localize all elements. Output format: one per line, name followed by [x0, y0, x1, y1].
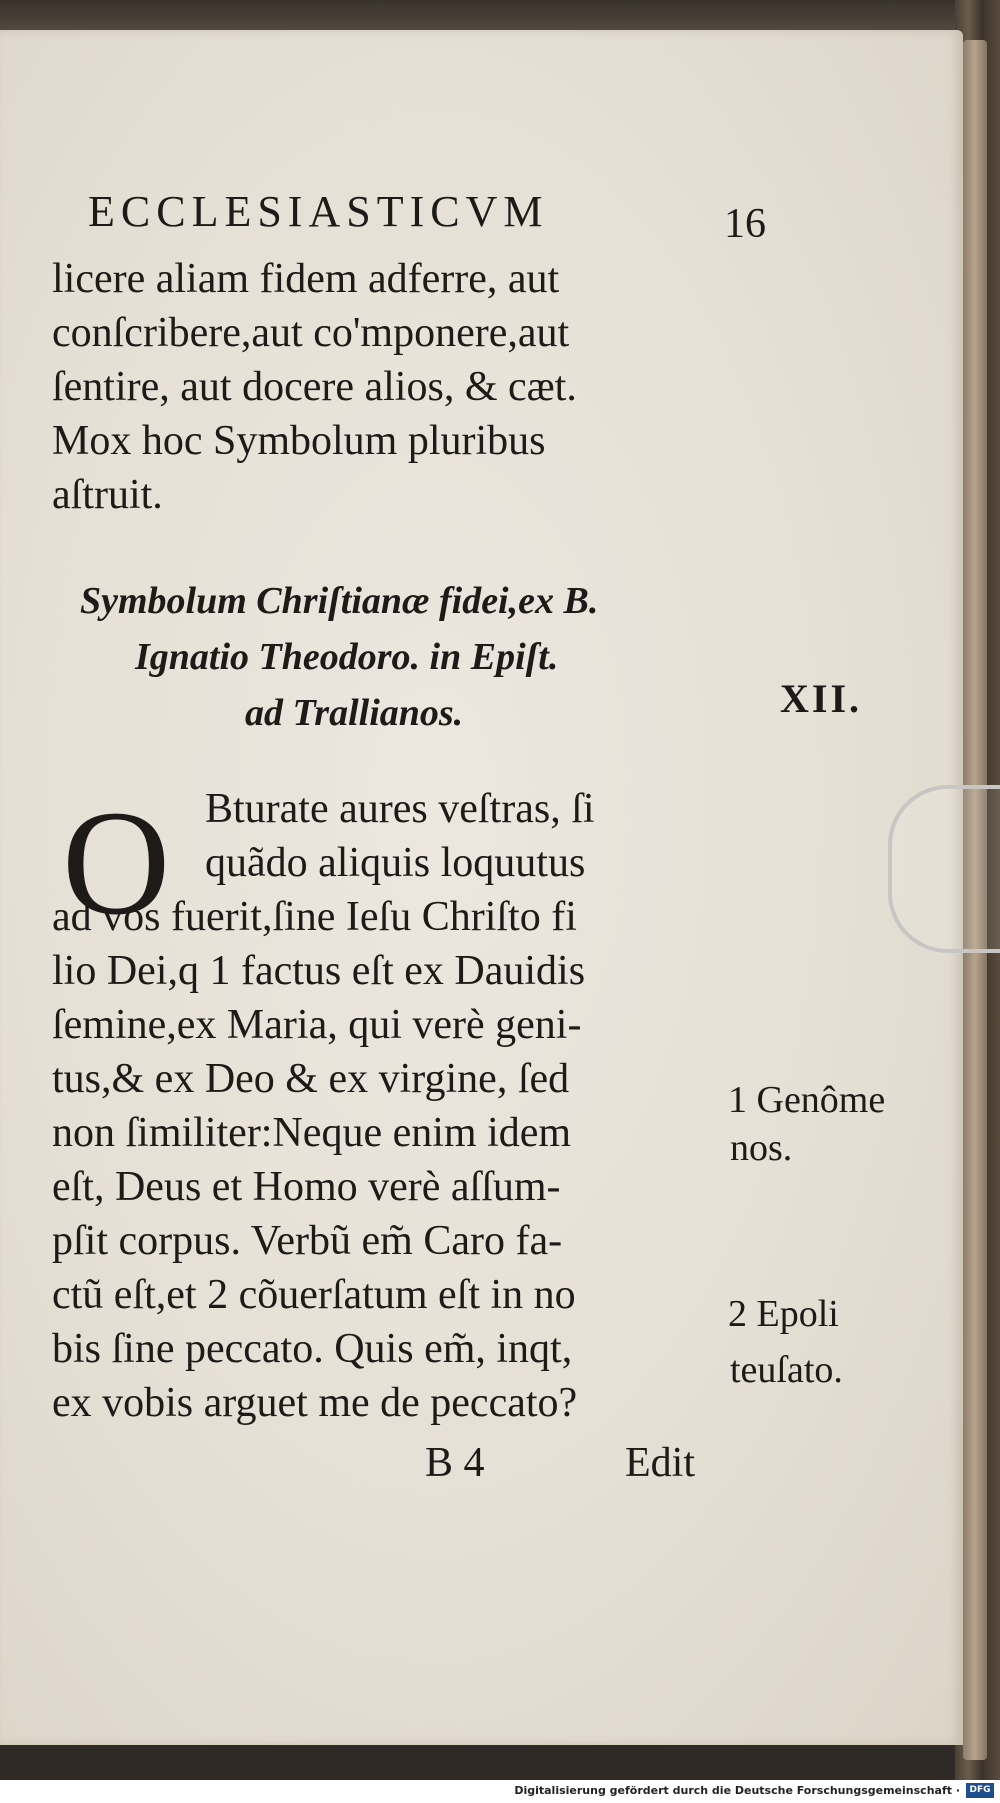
body-line: aſtruit.	[52, 472, 163, 518]
page-number: 16	[724, 201, 766, 247]
marginal-note: 2 Epoli	[728, 1293, 839, 1335]
marginal-note: 1 Genôme	[728, 1079, 886, 1121]
body-line: pſit corpus. Verbũ em̃ Caro fa-	[52, 1218, 563, 1264]
catchword: Edit	[625, 1440, 695, 1486]
signature-mark: B 4	[425, 1440, 485, 1486]
section-heading: ad Trallianos.	[245, 692, 464, 734]
book-page	[0, 30, 963, 1745]
marginal-note: teuſato.	[730, 1349, 843, 1391]
body-line: ſemine,ex Maria, qui verè geni-	[52, 1002, 582, 1048]
body-line: ctũ eſt,et 2 cõuerſatum eſt in no	[52, 1272, 576, 1318]
body-line: Bturate aures veſtras, ſi	[205, 786, 595, 832]
running-head: ECCLESIASTICVM	[88, 187, 549, 236]
body-line: Mox hoc Symbolum pluribus	[52, 418, 546, 464]
digitization-credit: Digitalisierung gefördert durch die Deutsche Forschungsgemeinschaft ·	[514, 1784, 960, 1797]
body-line: licere aliam fidem adferre, aut	[52, 256, 560, 302]
page-clip	[888, 785, 1000, 953]
dfg-logo-icon: DFG	[966, 1783, 994, 1798]
marginal-note: nos.	[730, 1127, 793, 1169]
section-heading: Ignatio Theodoro. in Epiſt.	[135, 636, 559, 678]
body-line: non ſimiliter:Neque enim idem	[52, 1110, 572, 1156]
body-line: lio Dei,q 1 factus eſt ex Dauidis	[52, 948, 586, 994]
body-line: conſcribere,aut co'mponere,aut	[52, 310, 570, 356]
body-line: ad vos fuerit,ſine Ieſu Chriſto fi	[52, 894, 577, 940]
body-line: ex vobis arguet me de peccato?	[52, 1380, 578, 1426]
body-line: ſentire, aut docere alios, & cæt.	[52, 364, 577, 410]
body-line: tus,& ex Deo & ex virgine, ſed	[52, 1056, 570, 1102]
section-heading: Symbolum Chriſtianæ fidei,ex B.	[80, 580, 599, 622]
section-number: XII.	[780, 676, 863, 721]
body-line: bis ſine peccato. Quis em̃, inqt,	[52, 1326, 573, 1372]
body-line: eſt, Deus et Homo verè aſſum-	[52, 1164, 561, 1210]
drop-cap: O	[62, 780, 171, 946]
body-line: quãdo aliquis loquutus	[205, 840, 586, 886]
